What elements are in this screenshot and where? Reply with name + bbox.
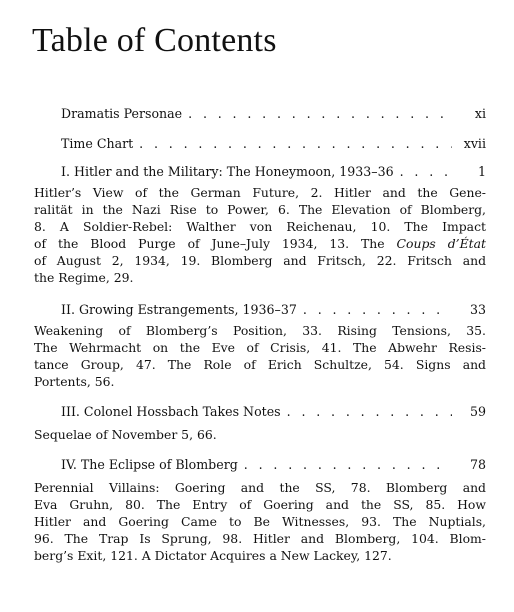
toc-entry-page: xvii [463, 136, 486, 151]
leader-dots [287, 404, 452, 419]
chapter-4-description [34, 479, 486, 564]
toc-entry-chapter-1[interactable] [61, 164, 486, 184]
toc-entry-chapter-2[interactable] [61, 302, 486, 322]
description-line: tance Group, 47. The Role of Erich Schultze, 54. Signs and [34, 357, 486, 372]
toc-entry-label: Time Chart [61, 136, 134, 151]
description-italic-text: Coups d’État [396, 236, 486, 251]
chapter-3-description [34, 426, 486, 443]
toc-entry-page: 59 [469, 404, 486, 419]
description-line: ralität in the Nazi Rise to Power, 6. The Elevation of Blomberg, [34, 202, 486, 217]
toc-entry-label: Dramatis Personae [61, 106, 183, 121]
toc-entry-page: 78 [469, 457, 486, 472]
toc-entry-dramatis-personae[interactable] [61, 106, 486, 126]
description-line: Sequelae of November 5, 66. [34, 427, 217, 442]
leader-dots [244, 457, 452, 472]
description-line: the Regime, 29. [34, 270, 134, 285]
chapter-2-description [34, 322, 486, 390]
description-line: berg’s Exit, 121. A Dictator Acquires a New Lackey, 127. [34, 548, 392, 563]
leader-dots [303, 302, 452, 317]
description-line: Perennial Villains: Goering and the SS, 78. Blomberg and [34, 480, 486, 495]
description-line: The Wehrmacht on the Eve of Crisis, 41. The Abwehr Resis- [34, 340, 486, 355]
toc-entry-chapter-4[interactable] [61, 457, 486, 477]
description-line: Hitler’s View of the German Future, 2. Hitler and the Gene- [34, 185, 486, 200]
description-line: 96. The Trap Is Sprung, 98. Hitler and Blomberg, 104. Blom- [34, 531, 486, 546]
description-line: Portents, 56. [34, 374, 115, 389]
toc-entry-label: III. Colonel Hossbach Takes Notes [61, 404, 281, 419]
toc-entry-chapter-3[interactable] [61, 404, 486, 424]
toc-entry-time-chart[interactable] [61, 136, 486, 156]
toc-entry-page: xi [474, 106, 486, 121]
description-line: 8. A Soldier-Rebel: Walther von Reichenau, 10. The Impact [34, 219, 486, 234]
toc-entry-label: II. Growing Estrangements, 1936–37 [61, 302, 297, 317]
chapter-1-description [34, 184, 486, 286]
toc-entry-label: IV. The Eclipse of Blomberg [61, 457, 238, 472]
description-line: Eva Gruhn, 80. The Entry of Goering and the SS, 85. How [34, 497, 486, 512]
toc-entry-page: 1 [477, 164, 486, 179]
toc-entry-label: I. Hitler and the Military: The Honeymoon, 1933–36 [61, 164, 394, 179]
toc-entry-page: 33 [469, 302, 486, 317]
page-title: Table of Contents [32, 22, 277, 59]
leader-dots [188, 106, 452, 121]
description-line: of August 2, 1934, 19. Blomberg and Fritsch, 22. Fritsch and [34, 253, 486, 268]
description-text: of the Blood Purge of June–July 1934, 13. The [34, 236, 397, 251]
description-line: Weakening of Blomberg’s Position, 33. Rising Tensions, 35. [34, 323, 486, 338]
description-line [34, 235, 486, 252]
leader-dots [400, 164, 452, 179]
description-line: Hitler and Goering Came to Be Witnesses, 93. The Nuptials, [34, 514, 486, 529]
leader-dots [139, 136, 452, 151]
